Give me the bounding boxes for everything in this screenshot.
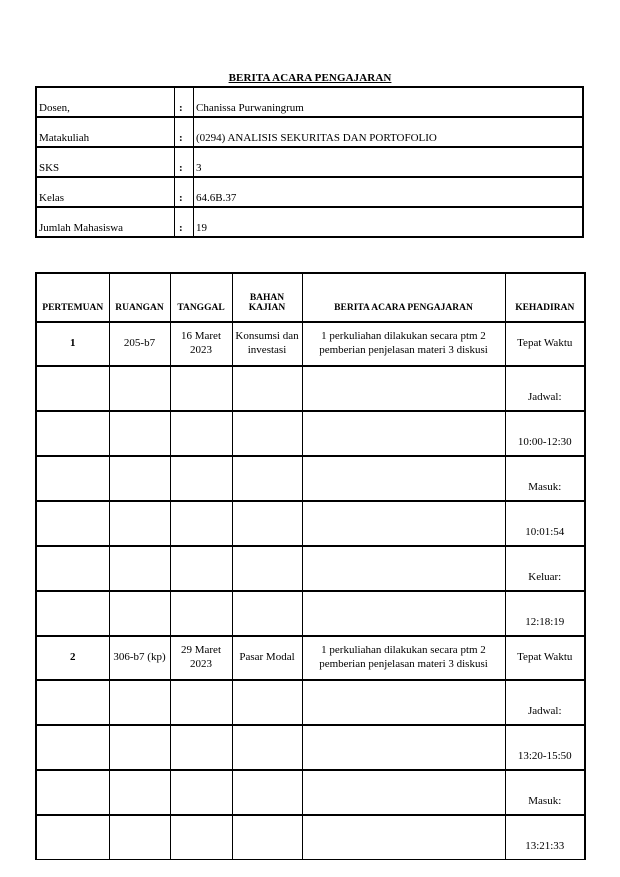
cell-empty — [302, 456, 505, 501]
table-header-row — [36, 273, 585, 322]
info-value: (0294) ANALISIS SEKURITAS DAN PORTOFOLIO — [194, 117, 584, 147]
cell-empty — [36, 680, 109, 725]
cell-empty — [302, 680, 505, 725]
table-row — [36, 680, 585, 725]
cell-empty — [109, 546, 170, 591]
cell-empty — [170, 680, 232, 725]
info-row-jumlah-mahasiswa — [36, 207, 583, 237]
cell-kehadiran: Tepat Waktu — [505, 322, 585, 366]
cell-kehadiran: 10:01:54 — [505, 501, 585, 546]
cell-empty — [36, 591, 109, 636]
cell-empty — [170, 770, 232, 815]
cell-tanggal: 16 Maret 2023 — [170, 322, 232, 366]
header-kehadiran: KEHADIRAN — [505, 273, 585, 322]
attendance-table — [35, 272, 586, 860]
cell-empty — [232, 501, 302, 546]
info-row-matakuliah — [36, 117, 583, 147]
cell-empty — [109, 725, 170, 770]
header-berita-acara: BERITA ACARA PENGAJARAN — [302, 273, 505, 322]
cell-empty — [170, 456, 232, 501]
cell-kehadiran: 13:21:33 — [505, 815, 585, 860]
cell-berita-acara: 1 perkuliahan dilakukan secara ptm 2 pemberian penjelasan materi 3 diskusi — [302, 322, 505, 366]
cell-empty — [36, 815, 109, 860]
cell-empty — [36, 366, 109, 411]
cell-empty — [109, 456, 170, 501]
cell-empty — [36, 546, 109, 591]
table-row — [36, 770, 585, 815]
info-colon: : — [175, 87, 194, 117]
cell-kehadiran: 10:00-12:30 — [505, 411, 585, 456]
info-table — [35, 86, 584, 238]
table-row — [36, 411, 585, 456]
cell-kehadiran: 13:20-15:50 — [505, 725, 585, 770]
cell-empty — [302, 501, 505, 546]
info-colon: : — [175, 177, 194, 207]
info-value: 3 — [194, 147, 584, 177]
table-row — [36, 366, 585, 411]
cell-empty — [232, 366, 302, 411]
cell-empty — [232, 591, 302, 636]
info-colon: : — [175, 207, 194, 237]
cell-empty — [36, 725, 109, 770]
cell-pertemuan: 2 — [36, 636, 109, 680]
cell-empty — [302, 725, 505, 770]
cell-empty — [36, 411, 109, 456]
header-ruangan: RUANGAN — [109, 273, 170, 322]
cell-empty — [232, 456, 302, 501]
cell-berita-acara: 1 perkuliahan dilakukan secara ptm 2 pemberian penjelasan materi 3 diskusi — [302, 636, 505, 680]
cell-empty — [170, 546, 232, 591]
cell-bahan-kajian: Pasar Modal — [232, 636, 302, 680]
cell-empty — [109, 411, 170, 456]
table-row — [36, 456, 585, 501]
document-title: BERITA ACARA PENGAJARAN — [228, 72, 392, 84]
cell-empty — [109, 591, 170, 636]
info-value: Chanissa Purwaningrum — [194, 87, 584, 117]
cell-kehadiran: Jadwal: — [505, 366, 585, 411]
cell-pertemuan: 1 — [36, 322, 109, 366]
cell-empty — [170, 366, 232, 411]
cell-empty — [109, 366, 170, 411]
cell-empty — [170, 815, 232, 860]
cell-kehadiran: 12:18:19 — [505, 591, 585, 636]
cell-empty — [36, 770, 109, 815]
cell-empty — [232, 770, 302, 815]
cell-empty — [109, 680, 170, 725]
info-row-sks — [36, 147, 583, 177]
cell-empty — [232, 725, 302, 770]
info-label: Dosen, — [36, 87, 175, 117]
cell-ruangan: 306-b7 (kp) — [109, 636, 170, 680]
cell-empty — [232, 680, 302, 725]
info-row-kelas — [36, 177, 583, 207]
cell-empty — [170, 501, 232, 546]
header-bahan-kajian: BAHAN KAJIAN — [232, 273, 302, 322]
cell-kehadiran: Masuk: — [505, 456, 585, 501]
cell-empty — [302, 591, 505, 636]
table-row — [36, 322, 585, 366]
cell-bahan-kajian: Konsumsi dan investasi — [232, 322, 302, 366]
table-row — [36, 501, 585, 546]
cell-empty — [302, 546, 505, 591]
info-value: 64.6B.37 — [194, 177, 584, 207]
header-tanggal: TANGGAL — [170, 273, 232, 322]
cell-empty — [232, 411, 302, 456]
cell-kehadiran: Jadwal: — [505, 680, 585, 725]
table-row — [36, 815, 585, 860]
info-label: Kelas — [36, 177, 175, 207]
cell-empty — [302, 770, 505, 815]
info-colon: : — [175, 117, 194, 147]
info-label: SKS — [36, 147, 175, 177]
header-pertemuan: PERTEMUAN — [36, 273, 109, 322]
cell-empty — [36, 456, 109, 501]
cell-empty — [302, 411, 505, 456]
table-row — [36, 636, 585, 680]
cell-empty — [109, 815, 170, 860]
cell-empty — [232, 815, 302, 860]
cell-empty — [109, 501, 170, 546]
table-row — [36, 546, 585, 591]
cell-kehadiran: Tepat Waktu — [505, 636, 585, 680]
cell-empty — [302, 366, 505, 411]
info-label: Jumlah Mahasiswa — [36, 207, 175, 237]
table-row — [36, 591, 585, 636]
cell-empty — [170, 591, 232, 636]
cell-kehadiran: Keluar: — [505, 546, 585, 591]
info-label: Matakuliah — [36, 117, 175, 147]
cell-ruangan: 205-b7 — [109, 322, 170, 366]
cell-tanggal: 29 Maret 2023 — [170, 636, 232, 680]
cell-empty — [302, 815, 505, 860]
cell-empty — [170, 725, 232, 770]
info-value: 19 — [194, 207, 584, 237]
cell-kehadiran: Masuk: — [505, 770, 585, 815]
info-colon: : — [175, 147, 194, 177]
cell-empty — [232, 546, 302, 591]
table-row — [36, 725, 585, 770]
cell-empty — [109, 770, 170, 815]
cell-empty — [36, 501, 109, 546]
info-row-dosen — [36, 87, 583, 117]
cell-empty — [170, 411, 232, 456]
